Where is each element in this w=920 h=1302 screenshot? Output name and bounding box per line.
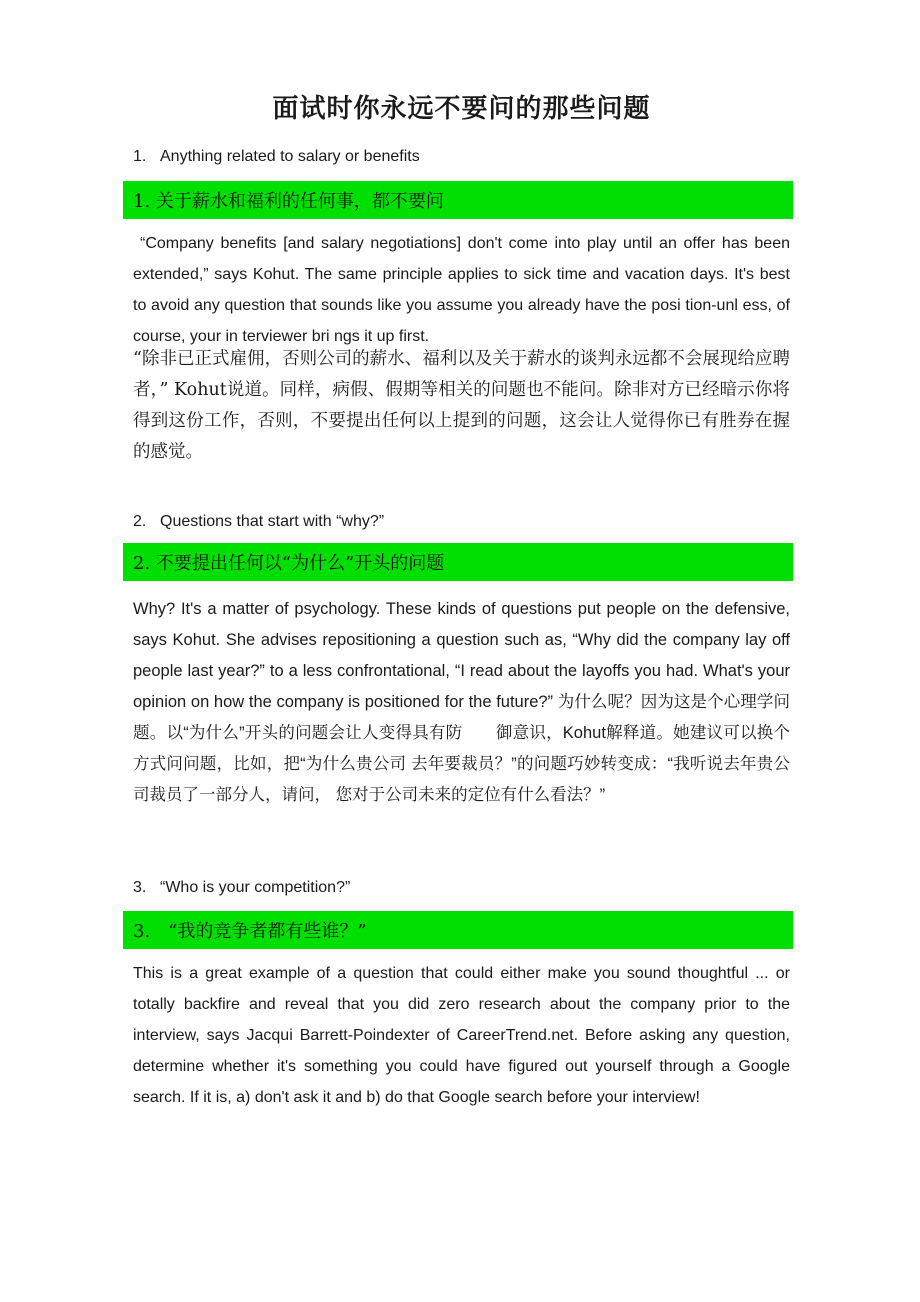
document-title: 面试时你永远不要问的那些问题: [272, 94, 651, 124]
section-3-heading: [133, 878, 790, 898]
section-1-highlight-text: 1. 关于薪水和福利的任何事，都不要问: [133, 191, 444, 212]
section-2-heading-label: Questions that start with “why?”: [160, 513, 385, 530]
section-3-highlight-bar: [123, 911, 793, 949]
section-3-highlight-text: 3. “我的竞争者都有些谁？”: [133, 921, 367, 942]
section-2-number: 2.: [133, 513, 147, 530]
section-2-highlight-bar: [123, 543, 793, 581]
section-2-heading: [133, 512, 790, 532]
section-2-paragraph-mixed: Why? It's a matter of psychology. These kinds of questions put people on the defensive, says Kohut. She advises repositioning a question such as, “Why did the company lay off people last year?” to a less confrontational, “I read about the layoffs you had. What's your opinion on how the company is positioned for the future?” 为什么呢？因为这是个心理学问题。以“为什么”开头的问题会让人变得具有防 御意识，Kohut解释道。她建议可以换个方式问问题，比如，把“为什么贵公司 去年要裁员？”的问题巧妙转变成：“我听说去年贵公司裁员了一部分人，请问， 您对于公司未来的定位有什么看法？”: [133, 600, 790, 804]
section-3-paragraph-english: This is a great example of a question that could either make you sound thoughtful ... or totally backfire and reveal that you did zero research about the company prior to the interview, says Jacqui Barrett-Poindexter of CareerTrend.net. Before asking any question, determine whether it's something you could have figured out yourself through a Google search. If it is, a) don't ask it and b) do that Google search before your interview!: [133, 965, 790, 1106]
section-1-highlight-bar: [123, 181, 793, 219]
section-1-heading-label: Anything related to salary or benefits: [160, 148, 420, 165]
section-1-paragraph-chinese: “除非已正式雇佣，否则公司的薪水、福利以及关于薪水的谈判永远都不会展现给应聘者，” Kohut说道。同样，病假、假期等相关的问题也不能问。除非对方已经暗示你将得到这份工作，否则，不要提出任何以上提到的问题，这会让人觉得你已有胜券在握的感觉。: [133, 349, 790, 462]
section-3-heading-label: “Who is your competition?”: [160, 879, 351, 896]
section-2-highlight-text: 2. 不要提出任何以“为什么”开头的问题: [133, 553, 445, 574]
section-1-number: 1.: [133, 148, 147, 165]
section-1-paragraph-english: “Company benefits [and salary negotiations] don't come into play until an offer has been extended,” says Kohut. The same principle applies to sick time and vacation days. It's best to avoid any question that sounds like you assume you already have the posi tion-unl ess, of course, your in terviewer bri ngs it up first.: [133, 235, 790, 345]
section-3-number: 3.: [133, 879, 147, 896]
section-1-heading: [133, 147, 790, 167]
